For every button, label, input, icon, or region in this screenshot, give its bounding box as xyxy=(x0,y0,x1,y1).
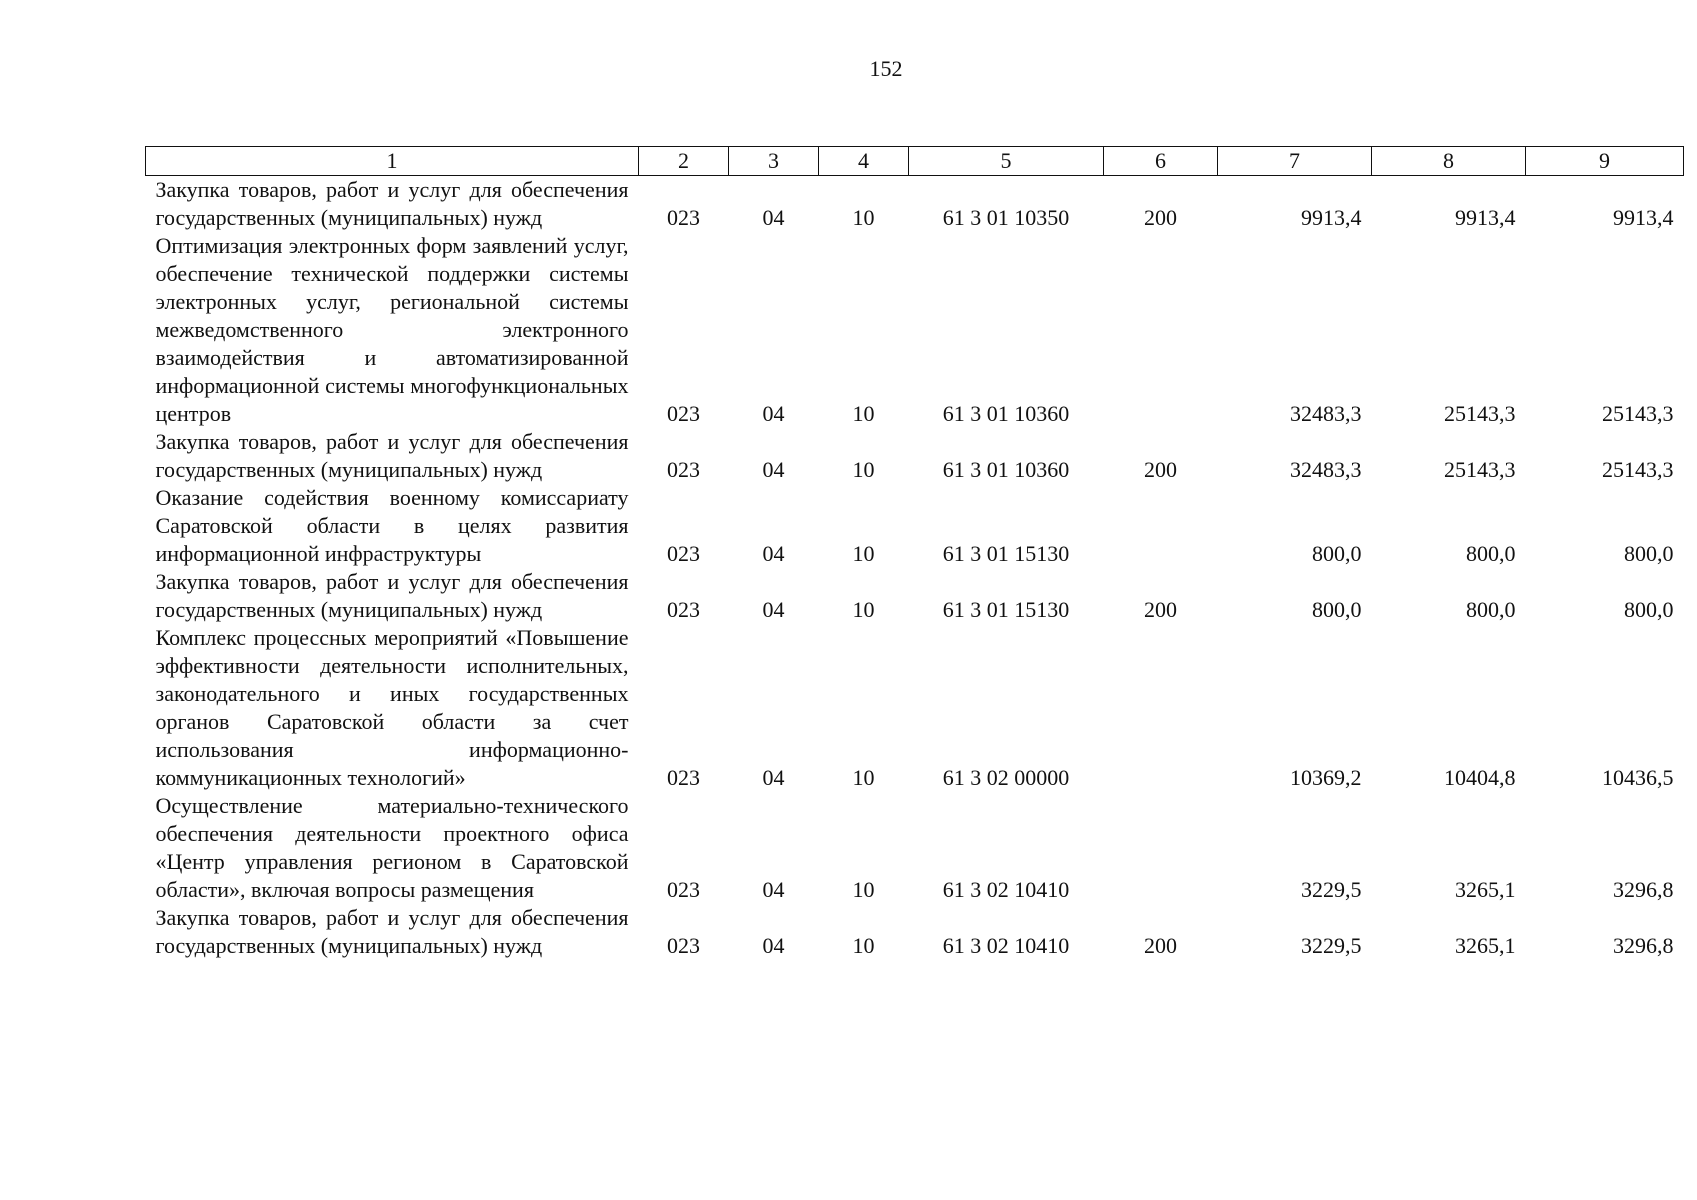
header-cell: 2 xyxy=(639,147,729,176)
cell-ministry-code: 023 xyxy=(667,205,700,230)
cell-target-article: 61 3 01 15130 xyxy=(942,597,1070,622)
cell-amount-8: 25143,3 xyxy=(1444,457,1516,482)
cell-section: 04 xyxy=(762,457,785,482)
table-row xyxy=(146,232,1684,428)
cell-amount-7: 9913,4 xyxy=(1301,205,1362,230)
cell-ministry-code: 023 xyxy=(667,597,700,622)
cell-amount-8: 800,0 xyxy=(1466,597,1516,622)
cell-expense-type: 200 xyxy=(1144,933,1177,958)
cell-target-article: 61 3 01 10350 xyxy=(942,205,1070,230)
cell-amount-9: 3296,8 xyxy=(1613,933,1674,958)
table-row xyxy=(146,176,1684,233)
row-name: Комплекс процессных мероприятий «Повышение эффективности деятельности исполнительных, законодательного и иных государственных органов Саратовской области за счет использования информационно-коммуникационных технологий» xyxy=(155,625,629,790)
cell-target-article: 61 3 02 10410 xyxy=(942,933,1070,958)
row-name: Закупка товаров, работ и услуг для обеспечения государственных (муниципальных) нужд xyxy=(155,177,629,230)
table-row xyxy=(146,568,1684,624)
cell-expense-type xyxy=(1104,232,1218,428)
cell-target-article: 61 3 01 10360 xyxy=(942,457,1070,482)
cell-expense-type: 200 xyxy=(1144,205,1177,230)
cell-amount-9: 800,0 xyxy=(1624,597,1674,622)
cell-section: 04 xyxy=(762,933,785,958)
cell-amount-7: 32483,3 xyxy=(1290,401,1362,426)
header-cell: 4 xyxy=(819,147,909,176)
cell-amount-8: 3265,1 xyxy=(1455,933,1516,958)
cell-ministry-code: 023 xyxy=(667,933,700,958)
header-cell: 8 xyxy=(1372,147,1526,176)
cell-subsection: 10 xyxy=(852,541,875,566)
table-row xyxy=(146,428,1684,484)
cell-section: 04 xyxy=(762,877,785,902)
cell-section: 04 xyxy=(762,597,785,622)
header-cell: 6 xyxy=(1104,147,1218,176)
cell-amount-8: 9913,4 xyxy=(1455,205,1516,230)
header-cell: 3 xyxy=(729,147,819,176)
cell-section: 04 xyxy=(762,541,785,566)
cell-amount-8: 3265,1 xyxy=(1455,877,1516,902)
cell-expense-type: 200 xyxy=(1144,597,1177,622)
cell-subsection: 10 xyxy=(852,597,875,622)
cell-ministry-code: 023 xyxy=(667,765,700,790)
cell-subsection: 10 xyxy=(852,205,875,230)
cell-target-article: 61 3 02 00000 xyxy=(942,765,1070,790)
cell-subsection: 10 xyxy=(852,765,875,790)
cell-amount-8: 800,0 xyxy=(1466,541,1516,566)
table-row xyxy=(146,624,1684,792)
cell-ministry-code: 023 xyxy=(667,457,700,482)
cell-amount-9: 9913,4 xyxy=(1613,205,1674,230)
cell-subsection: 10 xyxy=(852,877,875,902)
cell-amount-9: 800,0 xyxy=(1624,541,1674,566)
cell-expense-type xyxy=(1104,792,1218,904)
table-row xyxy=(146,904,1684,960)
cell-target-article: 61 3 01 15130 xyxy=(942,541,1070,566)
cell-amount-7: 3229,5 xyxy=(1301,933,1362,958)
row-name: Закупка товаров, работ и услуг для обеспечения государственных (муниципальных) нужд xyxy=(155,429,629,482)
cell-amount-7: 800,0 xyxy=(1312,597,1362,622)
cell-amount-9: 10436,5 xyxy=(1602,765,1674,790)
cell-section: 04 xyxy=(762,205,785,230)
cell-section: 04 xyxy=(762,401,785,426)
cell-subsection: 10 xyxy=(852,933,875,958)
cell-amount-7: 32483,3 xyxy=(1290,457,1362,482)
header-cell: 1 xyxy=(146,147,639,176)
cell-ministry-code: 023 xyxy=(667,401,700,426)
cell-amount-8: 10404,8 xyxy=(1444,765,1516,790)
cell-amount-9: 25143,3 xyxy=(1602,457,1674,482)
header-cell: 7 xyxy=(1218,147,1372,176)
table-row xyxy=(146,484,1684,568)
cell-amount-7: 10369,2 xyxy=(1290,765,1362,790)
cell-amount-7: 3229,5 xyxy=(1301,877,1362,902)
cell-amount-8: 25143,3 xyxy=(1444,401,1516,426)
cell-target-article: 61 3 02 10410 xyxy=(942,877,1070,902)
cell-section: 04 xyxy=(762,765,785,790)
cell-amount-7: 800,0 xyxy=(1312,541,1362,566)
cell-ministry-code: 023 xyxy=(667,541,700,566)
page-number: 152 xyxy=(869,56,903,81)
row-name: Оптимизация электронных форм заявлений услуг, обеспечение технической поддержки системы электронных услуг, региональной системы межведомственного электронного взаимодействия и автоматизированной информационной системы многофункциональных центров xyxy=(155,233,629,426)
row-name: Оказание содействия военному комиссариату Саратовской области в целях развития информационной инфраструктуры xyxy=(155,485,629,566)
cell-subsection: 10 xyxy=(852,457,875,482)
row-name: Закупка товаров, работ и услуг для обеспечения государственных (муниципальных) нужд xyxy=(155,905,629,958)
cell-subsection: 10 xyxy=(852,401,875,426)
cell-target-article: 61 3 01 10360 xyxy=(942,401,1070,426)
cell-amount-9: 25143,3 xyxy=(1602,401,1674,426)
header-row xyxy=(146,147,1684,176)
cell-expense-type xyxy=(1104,624,1218,792)
cell-amount-9: 3296,8 xyxy=(1613,877,1674,902)
cell-ministry-code: 023 xyxy=(667,877,700,902)
budget-table xyxy=(145,146,1684,960)
cell-expense-type xyxy=(1104,484,1218,568)
header-cell: 9 xyxy=(1526,147,1684,176)
header-cell: 5 xyxy=(909,147,1104,176)
row-name: Закупка товаров, работ и услуг для обеспечения государственных (муниципальных) нужд xyxy=(155,569,629,622)
table-row xyxy=(146,792,1684,904)
row-name: Осуществление материально-технического обеспечения деятельности проектного офиса «Центр управления регионом в Саратовской области», включая вопросы размещения xyxy=(155,793,629,902)
cell-expense-type: 200 xyxy=(1144,457,1177,482)
